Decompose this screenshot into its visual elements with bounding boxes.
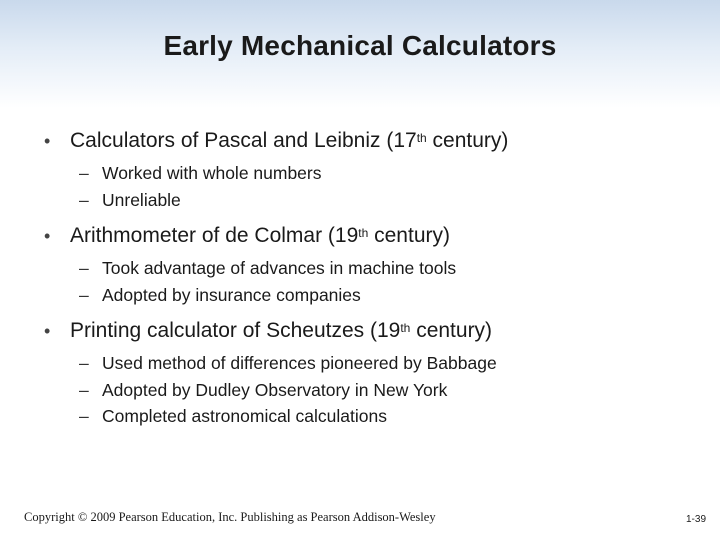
sub-marker: – (79, 163, 89, 183)
sub-item (0, 350, 720, 377)
bullet-pascal-leibniz (0, 126, 720, 156)
footer-copyright: Copyright © 2009 Pearson Education, Inc. Publishing as Pearson Addison-Wesley (24, 510, 436, 524)
sub-item (0, 160, 720, 187)
sub-item-text: Used method of differences pioneered by Babbage (102, 353, 497, 373)
sub-item-text: Adopted by Dudley Observatory in New York (102, 379, 448, 400)
sub-list (0, 160, 720, 213)
slide-title: Early Mechanical Calculators (163, 30, 557, 61)
bullet-text: Arithmometer of de Colmar (19 (70, 224, 359, 247)
bullet-superscript: th (400, 321, 411, 335)
bullet-superscript: th (416, 131, 427, 145)
sub-marker: – (79, 406, 89, 426)
sub-item-text: Completed astronomical calculations (102, 406, 387, 426)
page-number: 1-39 (685, 514, 706, 525)
sub-item (0, 187, 720, 214)
sub-marker: – (79, 258, 89, 278)
sub-item-text: Adopted by insurance companies (102, 284, 361, 305)
sub-list (0, 255, 720, 308)
sub-marker: – (79, 353, 89, 373)
sub-item-text: Worked with whole numbers (102, 163, 322, 183)
bullet-text: Printing calculator of Scheutzes (19 (70, 319, 401, 342)
bullet-marker: • (44, 321, 51, 341)
sub-item-text: Took advantage of advances in machine tools (102, 258, 457, 278)
sub-item (0, 403, 720, 430)
sub-marker: – (79, 284, 89, 305)
sub-marker: – (79, 379, 89, 400)
bullet-text: Calculators of Pascal and Leibniz (17 (70, 129, 417, 152)
bullet-text-end: century) (426, 129, 509, 152)
sub-item-text: Unreliable (102, 189, 181, 210)
sub-list (0, 350, 720, 430)
bullet-text-end: century) (368, 224, 450, 247)
bullet-text-end: century) (410, 319, 493, 342)
bullet-marker: • (44, 131, 51, 151)
sub-item (0, 282, 720, 309)
bullet-superscript: th (358, 226, 369, 240)
bullet-arithmometer (0, 221, 720, 251)
slide-content (0, 126, 720, 438)
bullet-marker: • (44, 226, 51, 246)
sub-item (0, 255, 720, 282)
bullet-scheutz (0, 316, 720, 346)
sub-item (0, 377, 720, 404)
sub-marker: – (79, 189, 89, 210)
